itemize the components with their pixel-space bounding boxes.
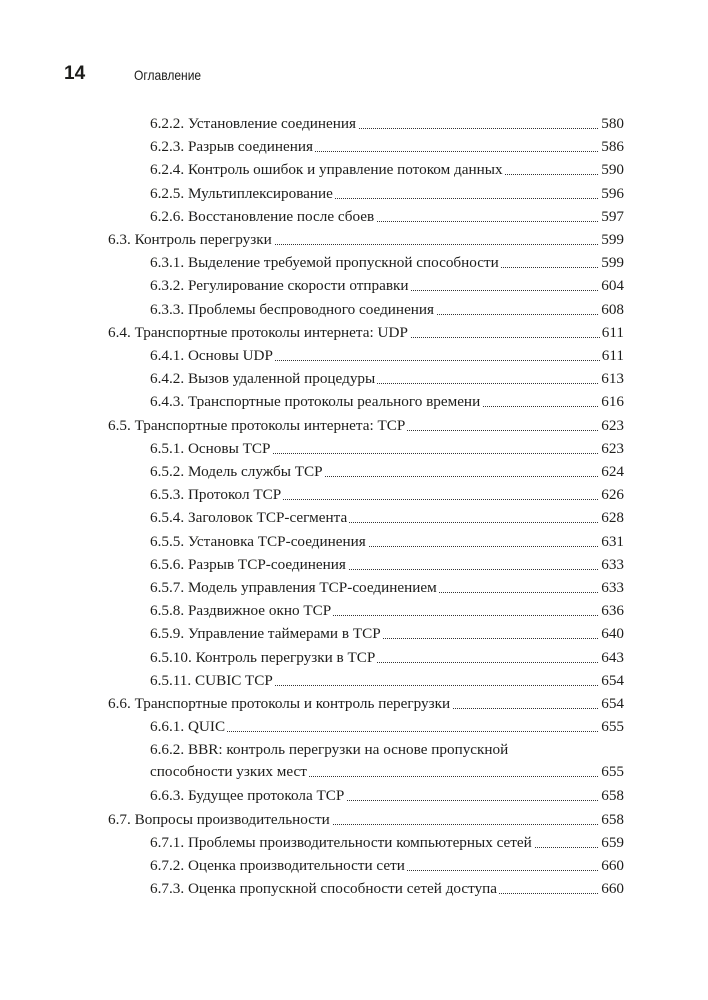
toc-entry-page: 613 [599, 368, 624, 390]
toc-entry-title: 6.4.3. Транспортные протоколы реального времени [150, 391, 482, 413]
toc-entry-page: 586 [599, 136, 624, 158]
toc-entry-page: 611 [600, 345, 624, 367]
toc-entry-title-line1: 6.6.2. BBR: контроль перегрузки на основе пропускной [150, 741, 509, 759]
toc-entry-page: 580 [599, 113, 624, 135]
toc-entry-title: 6.5.2. Модель службы TCP [150, 461, 325, 483]
toc-entry-title: 6.6. Транспортные протоколы и контроль перегрузки [108, 693, 452, 715]
toc-entry-title: 6.4.1. Основы UDP [150, 345, 275, 367]
toc-entry-page: 628 [599, 507, 624, 529]
toc-subsection-entry [0, 554, 708, 576]
toc-subsection-entry [0, 391, 708, 413]
toc-section-entry [0, 693, 708, 715]
toc-subsection-entry [0, 275, 708, 297]
toc-subsection-entry [0, 113, 708, 135]
toc-subsection-entry [0, 647, 708, 669]
toc-subsection-entry [0, 461, 708, 483]
toc-section-entry [0, 415, 708, 437]
toc-subsection-entry [0, 855, 708, 877]
toc-entry-page: 655 [599, 761, 624, 783]
toc-entry-title: 6.7. Вопросы производительности [108, 809, 332, 831]
toc-subsection-entry [0, 507, 708, 529]
toc-entry-title: 6.5. Транспортные протоколы интернета: TCP [108, 415, 407, 437]
toc-subsection-entry [0, 368, 708, 390]
toc-entry-page: 599 [599, 229, 624, 251]
toc-entry-page: 660 [599, 855, 624, 877]
toc-entry-title: 6.6.1. QUIC [150, 716, 227, 738]
toc-subsection-entry [0, 785, 708, 807]
toc-subsection-entry [0, 832, 708, 854]
toc-section-entry [0, 229, 708, 251]
toc-entry-page: 626 [599, 484, 624, 506]
toc-entry-title: 6.2.5. Мультиплексирование [150, 183, 335, 205]
toc-entry-page: 597 [599, 206, 624, 228]
toc-entry-title: 6.5.1. Основы TCP [150, 438, 272, 460]
toc-entry-page: 623 [599, 438, 624, 460]
toc-entry-title: 6.5.3. Протокол TCP [150, 484, 283, 506]
toc-entry-title: 6.5.6. Разрыв TCP-соединения [150, 554, 348, 576]
toc-entry-page: 660 [599, 878, 624, 900]
toc-subsection-entry [0, 739, 708, 783]
toc-subsection-entry [0, 878, 708, 900]
toc-subsection-entry [0, 716, 708, 738]
toc-subsection-entry [0, 577, 708, 599]
toc-entry-page: 604 [599, 275, 624, 297]
toc-subsection-entry [0, 623, 708, 645]
toc-entry-title: 6.6.3. Будущее протокола TCP [150, 785, 346, 807]
toc-entry-page: 616 [599, 391, 624, 413]
toc-entry-title: 6.5.9. Управление таймерами в TCP [150, 623, 383, 645]
toc-entry-title: 6.2.6. Восстановление после сбоев [150, 206, 376, 228]
toc-subsection-entry [0, 299, 708, 321]
toc-section-entry [0, 322, 708, 344]
toc-subsection-entry [0, 206, 708, 228]
toc-subsection-entry [0, 600, 708, 622]
toc-entry-title: 6.4. Транспортные протоколы интернета: UDP [108, 322, 410, 344]
toc-subsection-entry [0, 345, 708, 367]
toc-entry-page: 596 [599, 183, 624, 205]
toc-subsection-entry [0, 484, 708, 506]
toc-entry-title: 6.5.11. CUBIC TCP [150, 670, 275, 692]
toc-entry-title: 6.7.2. Оценка производительности сети [150, 855, 407, 877]
toc-entry-title: 6.7.1. Проблемы производительности компьютерных сетей [150, 832, 534, 854]
toc-subsection-entry [0, 159, 708, 181]
toc-entry-title: 6.5.5. Установка TCP-соединения [150, 531, 368, 553]
toc-entry-page: 624 [599, 461, 624, 483]
toc-entry-page: 633 [599, 554, 624, 576]
toc-entry-page: 655 [599, 716, 624, 738]
toc-entry-page: 599 [599, 252, 624, 274]
toc-entry-page: 658 [599, 809, 624, 831]
toc-entry-title: 6.2.2. Установление соединения [150, 113, 358, 135]
toc-entry-title: 6.3. Контроль перегрузки [108, 229, 274, 251]
toc-entry-title: 6.5.7. Модель управления TCP-соединением [150, 577, 439, 599]
toc-entry-page: 636 [599, 600, 624, 622]
toc-entry-page: 611 [600, 322, 624, 344]
toc-entry-title: 6.5.4. Заголовок TCP-сегмента [150, 507, 349, 529]
toc-entry-page: 631 [599, 531, 624, 553]
toc-entry-page: 623 [599, 415, 624, 437]
running-title: Оглавление [134, 67, 202, 83]
toc-entry-page: 654 [599, 670, 624, 692]
toc-entry-title: 6.3.3. Проблемы беспроводного соединения [150, 299, 436, 321]
toc-entry-title: 6.5.8. Раздвижное окно TCP [150, 600, 333, 622]
toc-subsection-entry [0, 438, 708, 460]
toc-entry-page: 659 [599, 832, 624, 854]
toc-section-entry [0, 809, 708, 831]
toc-subsection-entry [0, 252, 708, 274]
toc-entry-page: 608 [599, 299, 624, 321]
toc-subsection-entry [0, 136, 708, 158]
toc-entry-title: 6.4.2. Вызов удаленной процедуры [150, 368, 377, 390]
toc-entry-page: 640 [599, 623, 624, 645]
toc-subsection-entry [0, 531, 708, 553]
toc-entry-title: 6.3.1. Выделение требуемой пропускной способности [150, 252, 501, 274]
toc-subsection-entry [0, 670, 708, 692]
page-number: 14 [64, 63, 86, 84]
toc-entry-title: 6.3.2. Регулирование скорости отправки [150, 275, 411, 297]
toc-entry-page: 633 [599, 577, 624, 599]
toc-entry-title: 6.2.3. Разрыв соединения [150, 136, 315, 158]
toc-subsection-entry [0, 183, 708, 205]
toc-entry-page: 658 [599, 785, 624, 807]
toc-entry-title: 6.5.10. Контроль перегрузки в TCP [150, 647, 377, 669]
toc-entry-page: 590 [599, 159, 624, 181]
toc-entry-title: 6.2.4. Контроль ошибок и управление потоком данных [150, 159, 505, 181]
toc-entry-title: 6.7.3. Оценка пропускной способности сетей доступа [150, 878, 499, 900]
toc-entry-page: 654 [599, 693, 624, 715]
toc-entry-title: способности узких мест [150, 761, 309, 783]
toc-entry-page: 643 [599, 647, 624, 669]
